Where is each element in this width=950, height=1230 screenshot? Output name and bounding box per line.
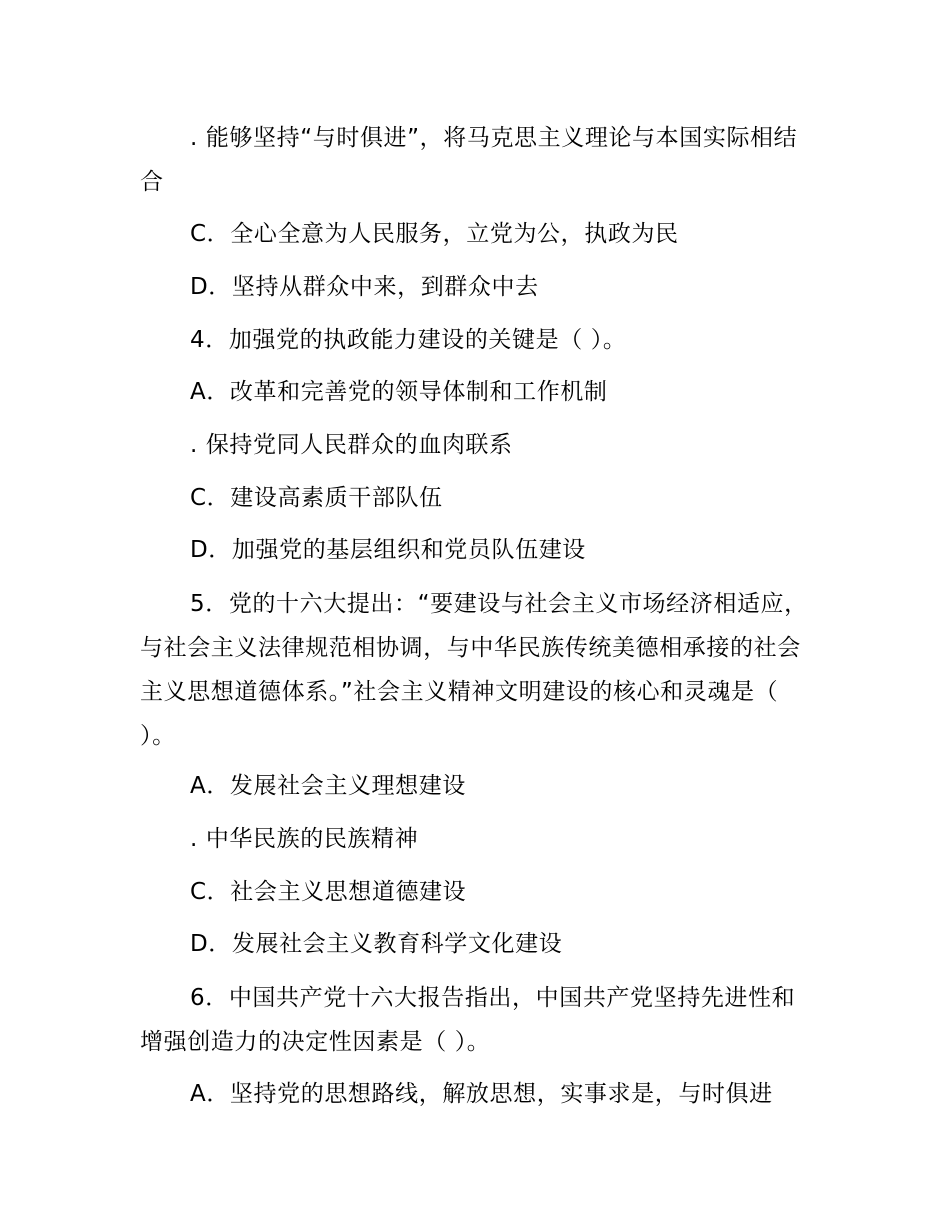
question-4: 4．加强党的执政能力建设的关键是（ ）。 — [190, 327, 627, 353]
option-b-q4: . 保持党同人民群众的血肉联系 — [190, 432, 513, 458]
option-c-q4: C．建设高素质干部队伍 — [190, 485, 443, 511]
option-b-q5: . 中华民族的民族精神 — [190, 826, 419, 852]
option-a-q4: A．改革和完善党的领导体制和工作机制 — [190, 379, 608, 405]
question-6: 6．中国共产党十六大报告指出，中国共产党坚持先进性和增强创造力的决定性因素是（ ）。 — [140, 985, 796, 1055]
option-c-q5: C．社会主义思想道德建设 — [190, 879, 467, 905]
option-d-q4: D．加强党的基层组织和党员队伍建设 — [190, 537, 586, 563]
option-a-q6: A．坚持党的思想路线，解放思想，实事求是，与时俱进 — [190, 1081, 773, 1107]
option-d-q5: D．发展社会主义教育科学文化建设 — [190, 931, 563, 957]
option-b-q3: . 能够坚持“与时俱进”，将马克思主义理论与本国实际相结合 — [140, 125, 798, 195]
question-5: 5．党的十六大提出：“要建设与社会主义市场经济相适应，与社会主义法律规范相协调，与中华民族传统美德相承接的社会主义思想道德体系。”社会主义精神文明建设的核心和灵魂是（ ）。 — [140, 591, 808, 749]
option-a-q5: A．发展社会主义理想建设 — [190, 773, 466, 799]
option-c-q3: C．全心全意为人民服务，立党为公，执政为民 — [190, 221, 679, 247]
option-d-q3: D．坚持从群众中来，到群众中去 — [190, 274, 539, 300]
